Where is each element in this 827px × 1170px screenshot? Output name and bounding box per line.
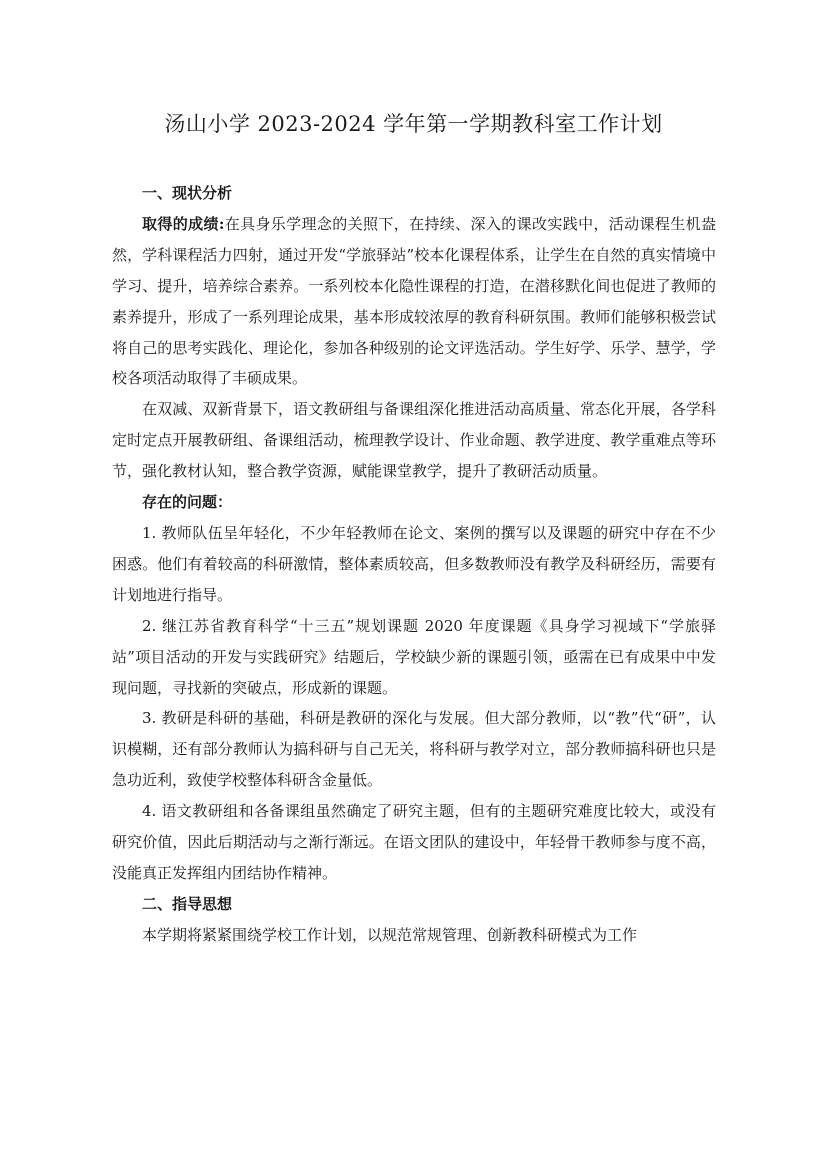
paragraph-guiding: 本学期将紧紧围绕学校工作计划，以规范常规管理、创新教科研模式为工作: [142, 925, 638, 944]
problem-item-1: 1. 教师队伍呈年轻化，不少年轻教师在论文、案例的撰写以及课题的研究中存在不少困惑。他们有着较高的科研激情，整体素质较高，但多数教师没有教学及科研经历，需要有计划地进行指导。: [112, 523, 716, 604]
section-heading-guiding-ideology: 二、指导思想: [142, 894, 233, 913]
achievements-text: 在具身乐学理念的关照下，在持续、深入的课改实践中，活动课程生机盎然，学科课程活力四射，通过开发“学旅驿站”校本化课程体系，让学生在自然的真实情境中学习、提升，培养综合素养。一系列校本化隐性课程的打造，在潜移默化间也促进了教师的素养提升，形成了一系列理论成果，基本形成较浓厚的教育科研氛围。教师们能够积极尝试将自己的思考实践化、理论化，参加各种级别的论文评选活动。学生好学、乐学、慧学，学校各项活动取得了丰硕成果。: [112, 214, 716, 388]
document-body: [112, 178, 716, 951]
section-heading-status-analysis: 一、现状分析: [142, 184, 233, 202]
problem-item-2: 2. 继江苏省教育科学“十三五”规划课题 2020 年度课题《具身学习视域下“学旅驿站”项目活动的开发与实践研究》结题后，学校缺少新的课题引领，亟需在已有成果中中发现问题，寻找新的突破点，形成新的课题。: [112, 616, 716, 697]
document-title: 汤山小学 2023-2024 学年第一学期教科室工作计划: [164, 112, 663, 136]
paragraph-achievements: [112, 209, 716, 394]
achievements-lead: 取得的成绩:: [142, 214, 225, 233]
problem-item-4: 4. 语文教研组和各备课组虽然确定了研究主题，但有的主题研究难度比较大，或没有研究价值，因此后期活动与之渐行渐远。在语文团队的建设中，年轻骨干教师参与度不高，没能真正发挥组内团结协作精神。: [112, 802, 716, 882]
problems-heading: 存在的问题：: [142, 493, 233, 512]
problem-item-3: 3. 教研是科研的基础，科研是教研的深化与发展。但大部分教师，以“教”代“研”，认识模糊，还有部分教师认为搞科研与自己无关，将科研与教学对立，部分教师搞科研也只是急功近利，致使学校整体科研含金量低。: [112, 709, 716, 790]
paragraph-background: 在双减、双新背景下，语文教研组与备课组深化推进活动高质量、常态化开展，各学科定时定点开展教研组、备课组活动，梳理教学设计、作业命题、教学进度、教学重难点等环节，强化教材认知，整合教学资源，赋能课堂教学，提升了教研活动质量。: [112, 400, 716, 481]
